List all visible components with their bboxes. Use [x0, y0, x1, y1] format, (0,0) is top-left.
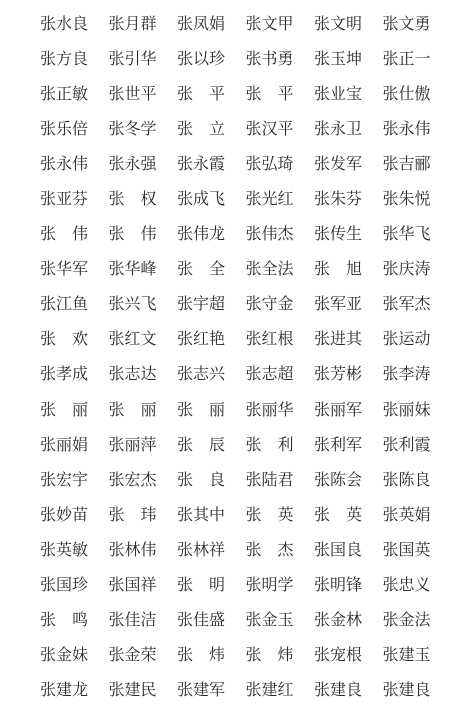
- name-entry: 张 良: [177, 469, 225, 489]
- name-entry: 张佳盛: [177, 610, 226, 630]
- name-entry: 张红文: [108, 329, 157, 349]
- name-entry: 张建龙: [40, 680, 89, 700]
- name-entry: 张 平: [177, 83, 225, 103]
- name-entry: 张孝成: [40, 364, 89, 384]
- name-entry: 张忠义: [382, 575, 431, 595]
- name-entry: 张 丽: [40, 399, 88, 419]
- name-entry: 张业宝: [314, 83, 363, 103]
- name-entry: 张建民: [108, 680, 157, 700]
- name-entry: 张书勇: [245, 48, 294, 68]
- name-entry: 张 丽: [108, 399, 157, 419]
- name-entry: 张军亚: [314, 294, 363, 314]
- name-entry: 张志超: [245, 364, 294, 384]
- name-entry: 张文勇: [382, 13, 431, 33]
- name-entry: 张其中: [177, 504, 226, 524]
- name-entry: 张李涛: [382, 364, 431, 384]
- name-entry: 张 利: [245, 434, 294, 454]
- name-entry: 张吉郦: [382, 153, 431, 173]
- name-entry: 张 伟: [40, 224, 88, 244]
- name-entry: 张文明: [314, 13, 363, 33]
- name-entry: 张 旭: [314, 259, 362, 279]
- name-entry: 张文甲: [245, 13, 294, 33]
- name-entry: 张成飞: [177, 189, 226, 209]
- name-entry: 张凤娟: [177, 13, 226, 33]
- name-entry: 张 鸣: [40, 610, 88, 630]
- name-entry: 张宏宇: [40, 469, 89, 489]
- name-entry: 张 立: [177, 118, 225, 138]
- name-entry: 张红艳: [177, 329, 226, 349]
- name-entry: 张弘琦: [245, 153, 294, 173]
- name-entry: 张 欢: [40, 329, 88, 349]
- name-entry: 张永霞: [177, 153, 226, 173]
- name-entry: 张金林: [314, 610, 363, 630]
- name-entry: 张丽军: [314, 399, 363, 419]
- name-entry: 张陆君: [245, 469, 294, 489]
- name-entry: 张光红: [245, 189, 294, 209]
- name-entry: 张英敏: [40, 539, 89, 559]
- name-entry: 张明学: [245, 575, 294, 595]
- name-entry: 张建军: [177, 680, 226, 700]
- name-entry: 张庆涛: [382, 259, 431, 279]
- name-entry: 张 全: [177, 259, 225, 279]
- name-entry: 张华峰: [108, 259, 157, 279]
- name-entry: 张宏杰: [108, 469, 157, 489]
- name-entry: 张永伟: [40, 153, 89, 173]
- name-entry: 张汉平: [245, 118, 294, 138]
- name-entry: 张朱芬: [314, 189, 363, 209]
- name-entry: 张金玉: [245, 610, 294, 630]
- name-entry: 张佳洁: [108, 610, 157, 630]
- name-entry: 张伟杰: [245, 224, 294, 244]
- name-entry: 张 丽: [177, 399, 225, 419]
- name-entry: 张方良: [40, 48, 89, 68]
- name-entry: 张军杰: [382, 294, 431, 314]
- name-entry: 张永伟: [382, 118, 431, 138]
- name-entry: 张江鱼: [40, 294, 89, 314]
- name-entry: 张 明: [177, 575, 225, 595]
- name-entry: 张乐倍: [40, 118, 89, 138]
- name-entry: 张冬学: [108, 118, 157, 138]
- name-entry: 张金法: [382, 610, 431, 630]
- name-entry: 张世平: [108, 83, 157, 103]
- name-entry: 张国英: [382, 539, 431, 559]
- name-entry: 张水良: [40, 13, 89, 33]
- name-entry: 张发军: [314, 153, 363, 173]
- name-list-grid: [40, 6, 450, 708]
- name-entry: 张进其: [314, 329, 363, 349]
- name-entry: 张朱悦: [382, 189, 431, 209]
- name-entry: 张金荣: [108, 645, 157, 665]
- name-entry: 张建良: [382, 680, 431, 700]
- name-entry: 张金妹: [40, 645, 89, 665]
- name-entry: 张妙苗: [40, 504, 89, 524]
- name-entry: 张华飞: [382, 224, 431, 244]
- name-entry: 张全法: [245, 259, 294, 279]
- name-entry: 张以珍: [177, 48, 226, 68]
- name-entry: 张 炜: [177, 645, 225, 665]
- name-entry: 张红根: [245, 329, 294, 349]
- name-entry: 张永强: [108, 153, 157, 173]
- name-entry: 张永卫: [314, 118, 363, 138]
- name-entry: 张华军: [40, 259, 89, 279]
- name-entry: 张正敏: [40, 83, 89, 103]
- name-entry: 张 杰: [245, 539, 294, 559]
- name-entry: 张国祥: [108, 575, 157, 595]
- name-entry: 张正一: [382, 48, 431, 68]
- name-entry: 张丽华: [245, 399, 294, 419]
- name-entry: 张林祥: [177, 539, 226, 559]
- name-entry: 张建良: [314, 680, 363, 700]
- name-entry: 张宇超: [177, 294, 226, 314]
- name-entry: 张利军: [314, 434, 363, 454]
- name-entry: 张兴飞: [108, 294, 157, 314]
- name-entry: 张英娟: [382, 504, 431, 524]
- name-entry: 张 平: [245, 83, 294, 103]
- name-entry: 张陈良: [382, 469, 431, 489]
- name-entry: 张国珍: [40, 575, 89, 595]
- name-entry: 张 权: [108, 189, 157, 209]
- name-entry: 张丽萍: [108, 434, 157, 454]
- name-entry: 张月群: [108, 13, 157, 33]
- name-entry: 张引华: [108, 48, 157, 68]
- name-entry: 张 英: [314, 504, 362, 524]
- name-entry: 张宠根: [314, 645, 363, 665]
- name-entry: 张传生: [314, 224, 363, 244]
- name-entry: 张明锋: [314, 575, 363, 595]
- name-entry: 张仕傲: [382, 83, 431, 103]
- name-entry: 张玉坤: [314, 48, 363, 68]
- name-entry: 张伟龙: [177, 224, 226, 244]
- name-entry: 张丽娟: [40, 434, 89, 454]
- name-entry: 张利霞: [382, 434, 431, 454]
- name-entry: 张志兴: [177, 364, 226, 384]
- name-entry: 张 伟: [108, 224, 157, 244]
- name-entry: 张芳彬: [314, 364, 363, 384]
- name-entry: 张建红: [245, 680, 294, 700]
- name-entry: 张 玮: [108, 504, 157, 524]
- name-entry: 张国良: [314, 539, 363, 559]
- name-entry: 张运动: [382, 329, 431, 349]
- name-entry: 张志达: [108, 364, 157, 384]
- name-entry: 张建玉: [382, 645, 431, 665]
- name-entry: 张守金: [245, 294, 294, 314]
- name-entry: 张林伟: [108, 539, 157, 559]
- name-entry: 张陈会: [314, 469, 363, 489]
- name-entry: 张亚芬: [40, 189, 89, 209]
- name-entry: 张 辰: [177, 434, 225, 454]
- name-entry: 张 英: [245, 504, 294, 524]
- name-entry: 张丽妹: [382, 399, 431, 419]
- name-entry: 张 炜: [245, 645, 294, 665]
